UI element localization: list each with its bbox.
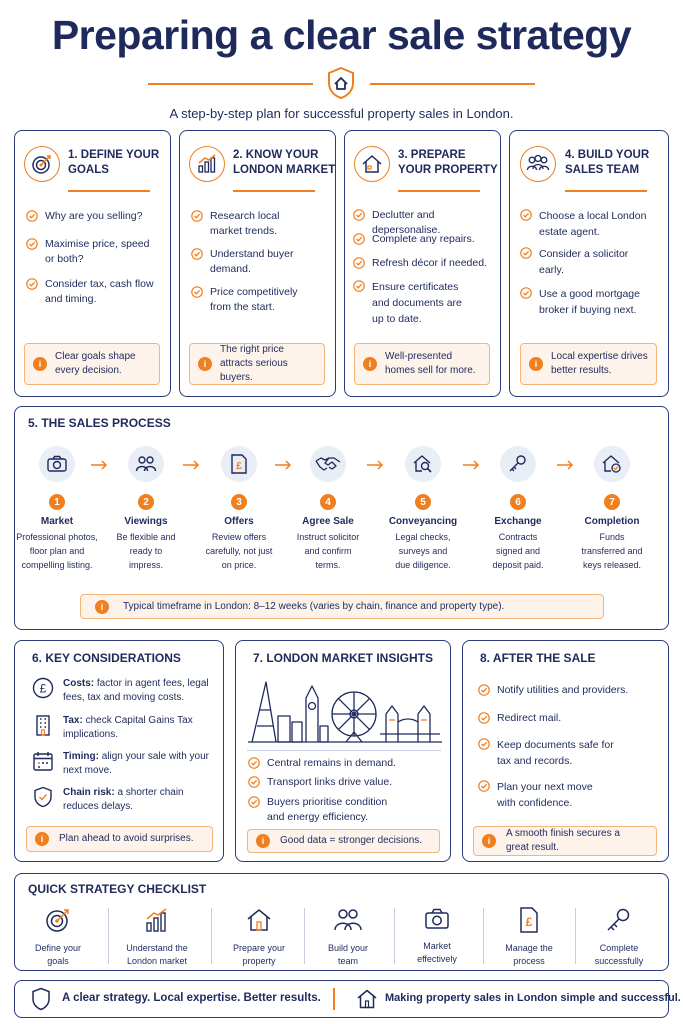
shield-icon — [31, 987, 51, 1011]
svg-text:£: £ — [236, 461, 242, 472]
calendar-icon — [32, 750, 54, 772]
info-icon: i — [95, 600, 109, 614]
tip-box: i The right price attracts serious buyers. — [189, 343, 325, 385]
sales-process-title: 5. THE SALES PROCESS — [28, 416, 171, 430]
footer-divider — [333, 988, 335, 1010]
check-icon — [26, 210, 38, 222]
heading-divider — [233, 190, 315, 192]
footer-tagline-right: Making property sales in London simple and successful. — [385, 992, 681, 1004]
check-item: Price competitively from the start. — [191, 285, 316, 315]
process-stage-exchange — [472, 446, 564, 572]
stage-number: 6 — [510, 494, 526, 510]
stage-description: Funds transferred and keys released. — [581, 532, 643, 570]
bar-chart-icon — [143, 906, 171, 934]
stage-label: Market — [40, 516, 74, 527]
stage-label: Offers — [224, 516, 254, 527]
stage-description: Legal checks, surveys and due diligence. — [395, 532, 451, 570]
page-title: Preparing a clear sale strategy — [51, 12, 632, 58]
tip-box: i Plan ahead to avoid surprises. — [26, 826, 213, 852]
check-icon — [478, 738, 490, 750]
stage-description: Contracts signed and deposit paid. — [492, 532, 544, 570]
check-item: Research local market trends. — [191, 209, 311, 239]
key-icon — [605, 906, 633, 934]
house-check-icon — [594, 446, 630, 482]
checklist-item-team — [305, 906, 391, 968]
london-skyline-icon — [246, 676, 442, 746]
process-stage-agree-sale — [282, 446, 374, 572]
consideration-item: Timing: align your sale with your next move. — [32, 750, 212, 778]
check-icon — [248, 796, 260, 808]
check-icon — [353, 233, 365, 245]
check-item: Keep documents safe for tax and records. — [478, 737, 628, 769]
stage-number: 1 — [49, 494, 65, 510]
svg-text:£: £ — [39, 681, 47, 696]
check-item: Declutter and depersonalise. — [353, 208, 498, 238]
check-icon — [26, 238, 38, 250]
stage-number: 5 — [415, 494, 431, 510]
camera-icon — [39, 446, 75, 482]
info-icon: i — [35, 832, 49, 846]
process-stage-conveyancing — [377, 446, 469, 572]
stage-number: 4 — [320, 494, 336, 510]
check-item: Choose a local London estate agent. — [520, 208, 650, 240]
step-heading-market: 2. KNOW YOUR LONDON MARKET — [233, 149, 336, 176]
check-icon — [353, 257, 365, 269]
stage-number: 7 — [604, 494, 620, 510]
checklist-label: Define your goals — [34, 943, 82, 966]
stage-description: Be flexible and ready to impress. — [116, 532, 176, 570]
check-icon — [520, 287, 532, 299]
check-item: Central remains in demand. — [248, 756, 443, 771]
process-stage-completion — [566, 446, 658, 572]
shield-home-icon — [326, 66, 356, 100]
check-item: Complete any repairs. — [353, 232, 498, 247]
house-icon — [356, 988, 378, 1010]
info-icon: i — [482, 834, 496, 848]
camera-icon — [423, 906, 451, 932]
checklist-item-market — [114, 906, 200, 968]
heading-divider — [565, 190, 647, 192]
checklist-item-goals — [15, 906, 101, 968]
check-item: Ensure certificates and documents are up to date. — [353, 279, 465, 327]
checklist-label: Understand the London market — [126, 943, 188, 966]
check-icon — [353, 280, 365, 292]
tip-box: i Local expertise drives better results. — [520, 343, 657, 385]
pound-document-icon — [517, 906, 541, 934]
checklist-item-complete — [576, 906, 662, 968]
info-icon: i — [529, 357, 543, 371]
info-icon: i — [363, 357, 377, 371]
heading-divider — [68, 190, 150, 192]
step-heading-property: 3. PREPARE YOUR PROPERTY — [398, 149, 498, 176]
step-heading-team: 4. BUILD YOUR SALES TEAM — [565, 149, 650, 176]
check-icon — [191, 286, 203, 298]
checklist-title: QUICK STRATEGY CHECKLIST — [28, 882, 207, 896]
info-icon: i — [198, 357, 212, 371]
check-icon — [353, 209, 365, 221]
people-icon — [333, 906, 363, 934]
checklist-label: Build your team — [327, 943, 369, 966]
stage-number: 3 — [231, 494, 247, 510]
checklist-label: Complete successfully — [594, 943, 644, 966]
checklist-label: Prepare your property — [232, 943, 286, 966]
divider — [108, 908, 109, 964]
tip-box: i Good data = stronger decisions. — [247, 829, 440, 853]
check-icon — [520, 209, 532, 221]
page-subtitle: A step-by-step plan for successful property sales in London. — [169, 106, 514, 121]
target-icon — [24, 146, 60, 182]
info-icon: i — [33, 357, 47, 371]
process-stage-offers — [193, 446, 285, 572]
step-heading-goals: 1. DEFINE YOUR GOALS — [68, 149, 160, 176]
stage-description: Instruct solicitor and confirm terms. — [296, 532, 360, 570]
svg-text:£: £ — [525, 915, 533, 929]
checklist-label: Manage the process — [505, 943, 553, 966]
house-icon — [354, 146, 390, 182]
heading-divider — [398, 190, 480, 192]
check-icon — [191, 248, 203, 260]
check-icon — [478, 712, 490, 724]
check-icon — [478, 684, 490, 696]
check-icon — [191, 210, 203, 222]
consideration-item: £ Costs: factor in agent fees, legal fees, tax and moving costs. — [32, 677, 212, 705]
after-sale-title: 8. AFTER THE SALE — [480, 651, 596, 665]
tip-box: i Clear goals shape every decision. — [24, 343, 160, 385]
check-item: Maximise price, speed or both? — [26, 237, 156, 267]
title-divider-left — [148, 83, 313, 85]
handshake-icon — [310, 446, 346, 482]
tip-box: i Well-presented homes sell for more. — [354, 343, 490, 385]
stage-label: Viewings — [124, 516, 168, 527]
consideration-item: Chain risk: a shorter chain reduces delays. — [32, 786, 212, 814]
people-icon — [128, 446, 164, 482]
insights-divider — [247, 750, 441, 751]
title-divider-right — [370, 83, 535, 85]
stage-label: Completion — [584, 516, 640, 527]
tip-box: i A smooth finish secures a great result. — [473, 826, 657, 856]
market-insights-title: 7. LONDON MARKET INSIGHTS — [253, 651, 434, 665]
footer-tagline-left: A clear strategy. Local expertise. Better results. — [62, 992, 321, 1004]
check-item: Consider tax, cash flow and timing. — [26, 277, 166, 307]
checklist-item-process — [486, 906, 572, 968]
key-considerations-title: 6. KEY CONSIDERATIONS — [32, 651, 181, 665]
target-icon — [44, 906, 72, 934]
check-item: Transport links drive value. — [248, 775, 443, 790]
bar-chart-icon — [189, 146, 225, 182]
divider — [211, 908, 212, 964]
stage-description: Professional photos, floor plan and compelling listing. — [16, 532, 98, 570]
key-icon — [500, 446, 536, 482]
check-item: Buyers prioritise condition and energy efficiency. — [248, 795, 398, 825]
building-icon — [32, 714, 54, 736]
check-icon — [478, 780, 490, 792]
check-item: Plan your next move with confidence. — [478, 779, 608, 811]
pound-coin-icon — [32, 677, 54, 699]
info-icon: i — [256, 834, 270, 848]
check-item: Notify utilities and providers. — [478, 683, 663, 698]
check-item: Refresh décor if needed. — [353, 256, 498, 271]
stage-label: Conveyancing — [388, 516, 458, 527]
stage-label: Agree Sale — [302, 516, 354, 527]
stage-description: Review offers carefully, not just on price. — [205, 532, 273, 570]
stage-number: 2 — [138, 494, 154, 510]
check-icon — [26, 278, 38, 290]
divider — [483, 908, 484, 964]
check-item: Understand buyer demand. — [191, 247, 311, 277]
process-stage-viewings — [100, 446, 192, 572]
checklist-label: Market effectively — [417, 941, 457, 964]
check-icon — [520, 247, 532, 259]
stage-label: Exchange — [494, 516, 542, 527]
team-icon — [520, 146, 556, 182]
checklist-item-property — [216, 906, 302, 968]
check-icon — [248, 776, 260, 788]
consideration-item: Tax: check Capital Gains Tax implications. — [32, 714, 212, 742]
check-item: Why are you selling? — [26, 209, 166, 224]
tip-box: i Typical timeframe in London: 8–12 weeks (varies by chain, finance and property type). — [80, 594, 604, 619]
check-item: Consider a solicitor early. — [520, 246, 640, 278]
check-item: Redirect mail. — [478, 711, 663, 726]
checklist-item-market-effectively — [394, 906, 480, 966]
check-icon — [248, 757, 260, 769]
house-icon — [245, 906, 273, 934]
pound-document-icon — [221, 446, 257, 482]
house-search-icon — [405, 446, 441, 482]
shield-check-icon — [32, 786, 54, 808]
check-item: Use a good mortgage broker if buying next. — [520, 286, 655, 318]
